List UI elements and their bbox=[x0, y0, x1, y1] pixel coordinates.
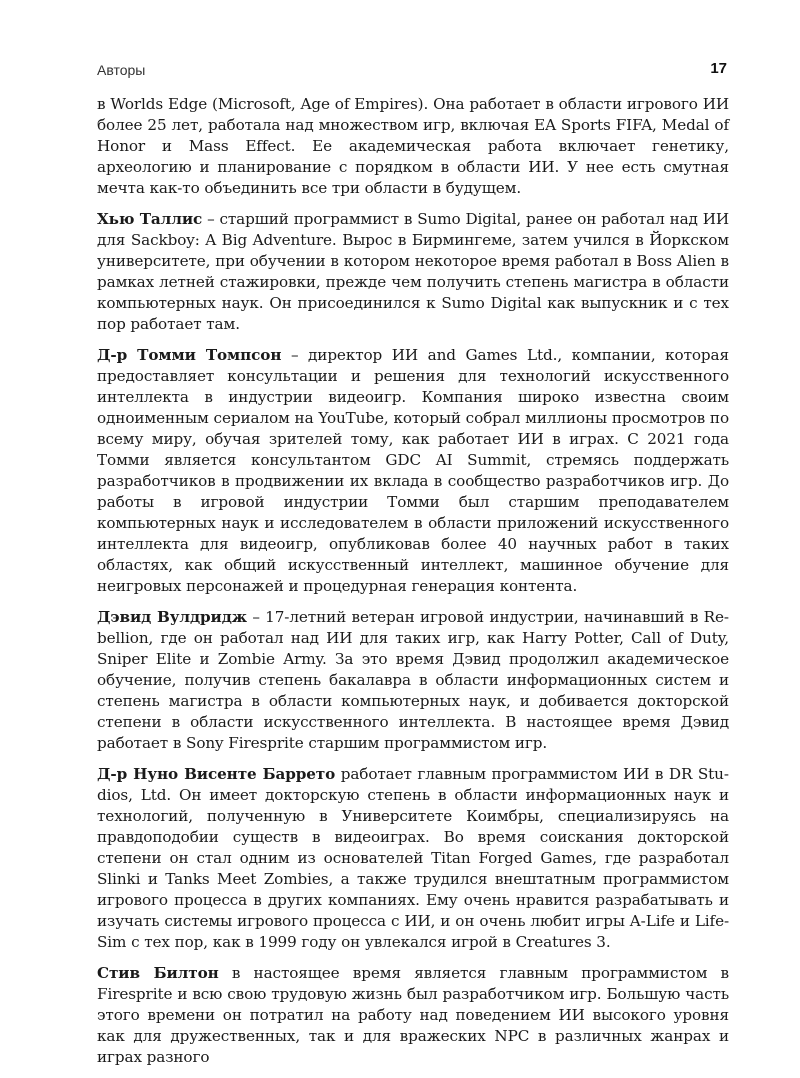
author-bio bbox=[97, 607, 729, 754]
page-number: 17 bbox=[710, 60, 727, 77]
author-bio bbox=[97, 209, 729, 335]
author-name: Хью Таллис bbox=[97, 210, 203, 228]
author-name: Стив Билтон bbox=[97, 964, 219, 982]
author-name: Д-р Томми Томпсон bbox=[97, 346, 282, 364]
bio-text: работает главным программистом ИИ в DR Studios, Ltd. Он имеет докторскую степень в области информационных наук и технологий, полученную в Университете Коимбры, специализируясь на правдоподобии существ в видеоиграх. Во время соискания докторской степени он стал одним из основателей Titan Forged Games, где разработал Slinki и Tanks Meet Zombies, а также трудился внештатным программистом игрового процесса в других компаниях. Ему очень нравится разрабатывать и изучать системы игрового процесса с ИИ, и он очень любит игры A-Life и Life-Sim с тех пор, как в 1999 году он увлекался игрой в Creatures 3. bbox=[97, 765, 729, 951]
bio-text: в настоящее время является главным программистом в Firesprite и всю свою трудовую жизнь был разработчиком игр. Большую часть этого времени он потратил на работу над поведением ИИ высокого уровня как для дружественных, так и для вражеских NPC в различных жанрах и играх разного bbox=[97, 964, 729, 1066]
author-bio bbox=[97, 764, 729, 953]
bio-text: – старший программист в Sumo Digital, ранее он работал над ИИ для Sackboy: A Big Adventure. Вырос в Бирмингеме, затем учился в Йоркском университете, при обучении в котором некоторое время работал в Boss Alien в рамках летней стажировки, прежде чем получить степень магистра в области компьютерных наук. Он присоединился к Sumo Digital как выпускник и с тех пор работает там. bbox=[97, 210, 729, 333]
section-title: Авторы bbox=[97, 62, 146, 78]
author-name: Д-р Нуно Висенте Баррето bbox=[97, 765, 336, 783]
bio-text: – директор ИИ and Games Ltd., компании, которая предоставляет консультации и решения для технологий искусственного интеллекта в индустрии видеоигр. Компания широко известна своим одноименным сериалом на YouTube, который собрал миллионы просмотров по всему миру, обучая зрителей тому, как работает ИИ в играх. С 2021 года Томми является консультантом GDC AI Summit, стремясь поддержать разработчиков в продвижении их вклада в сообщество разработчиков игр. До работы в игровой индустрии Томми был старшим преподавателем компьютерных наук и исследователем в области приложений искусственного интеллекта для видеоигр, опубликовав более 40 научных работ в таких областях, как общий искусственный интеллект, машинное обучение для неигровых персонажей и процедурная генерация контента. bbox=[97, 346, 729, 595]
bio-text: – 17-летний ветеран игровой индустрии, начинавший в Rebellion, где он работал над ИИ для таких игр, как Harry Potter, Call of Duty, Sniper Elite и Zombie Army. За это время Дэвид продолжил академическое обучение, получив степень бакалавра в области информационных систем и степень магистра в области компьютерных наук, и добивается докторской степени в области искусственного интеллекта. В настоящее время Дэвид работает в Sony Firesprite старшим программистом игр. bbox=[97, 608, 730, 752]
author-bio bbox=[97, 963, 729, 1068]
author-name: Дэвид Вулдридж bbox=[97, 608, 247, 626]
running-head bbox=[97, 58, 729, 80]
bio-text: в Worlds Edge (Microsoft, Age of Empires). Она работает в области игрового ИИ более 25 лет, работала над множеством игр, включая EA Sports FIFA, Medal of Honor и Mass Effect. Ее академическая работа включает генетику, археологию и планирование с порядком в области ИИ. У нее есть смутная мечта как-то объединить все три области в будущем. bbox=[97, 95, 729, 197]
book-page bbox=[97, 58, 729, 1078]
author-bio bbox=[97, 345, 729, 597]
author-bio-continued bbox=[97, 94, 729, 199]
